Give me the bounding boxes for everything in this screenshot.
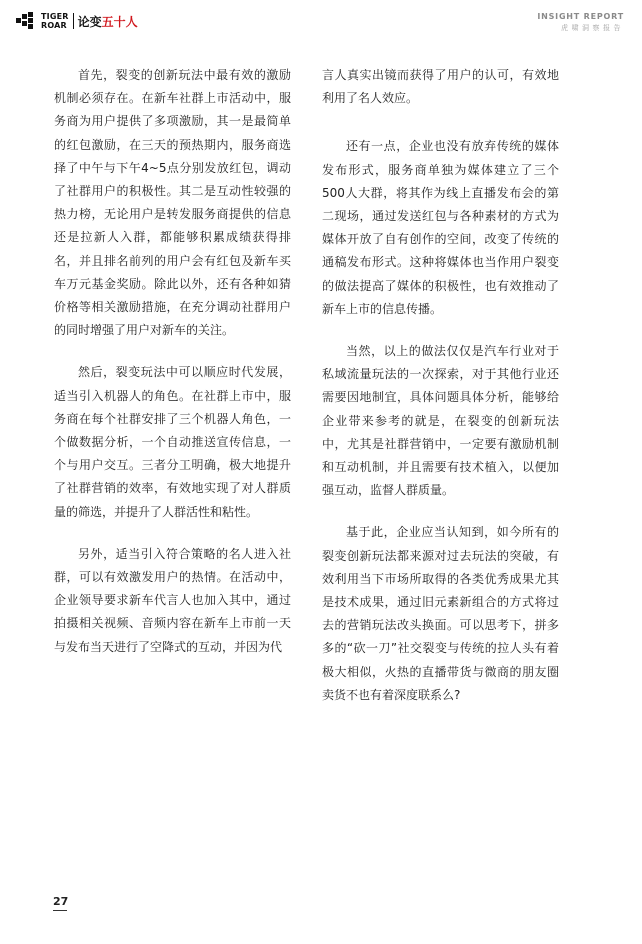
report-title-cn: 虎啸洞察报告	[561, 24, 624, 32]
logo-line1: TIGER	[41, 12, 69, 21]
paragraph: 首先，裂变的创新玩法中最有效的激励机制必须存在。在新车社群上市活动中，服务商为用户提供了多项激励，其一是最简单的红包激励，在三天的预热期内，服务商选择了中午与下午4~5点分别发放红包，调动了社群用户的积极性。其二是互动性较强的热力榜，无论用户是转发服务商提供的信息还是拉新人入群，都能够积累成绩获得排名，并且排名前列的用户会有红包及新车买车万元基金奖励。除此以外，还有各种如猜价格等相关激励措施，在充分调动社群用户的同时增强了用户对新车的关注。	[54, 68, 291, 338]
paragraph-continued: 言人真实出镜而获得了用户的认可，有效地利用了名人效应。	[322, 68, 559, 106]
left-column	[54, 64, 291, 659]
brand-part2: 五十人	[101, 14, 138, 29]
tiger-logo-icon	[16, 12, 38, 30]
logo-line2: ROAR	[41, 21, 67, 30]
logo-divider	[73, 13, 74, 29]
page-header	[0, 0, 642, 40]
paragraph: 还有一点，企业也没有放弃传统的媒体发布形式，服务商单独为媒体建立了三个500人大群，将其作为线上直播发布会的第二现场，通过发送红包与各种素材的方式为媒体开放了自有创作的空间，改变了传统的通稿发布形式。这种将媒体也当作用户裂变的做法提高了媒体的积极性，也有效推动了新车上市的信息传播。	[322, 139, 559, 316]
page-number-underline	[53, 910, 67, 911]
paragraph: 基于此，企业应当认知到，如今所有的裂变创新玩法都来源对过去玩法的突破，有效利用当下市场所取得的各类优秀成果尤其是技术成果，通过旧元素新组合的方式将过去的营销玩法改头换面。可以思考下，拼多多的“砍一刀”社交裂变与传统的拉人头有着极大相似，火热的直播带货与微商的朋友圈卖货不也有着深度联系么?	[322, 525, 559, 702]
logo-wordmark	[41, 12, 69, 30]
right-column	[322, 64, 559, 707]
tiger-roar-logo	[16, 10, 138, 32]
paragraph: 另外，适当引入符合策略的名人进入社群，可以有效激发用户的热情。在活动中，企业领导要求新车代言人也加入其中，通过拍摄相关视频、音频内容在新车上市前一天与发布当天进行了空降式的互动，并因为代	[54, 546, 291, 654]
brand-part1: 论变	[77, 14, 102, 29]
brand-name	[78, 13, 138, 30]
page-number: 27	[53, 895, 69, 908]
paragraph: 当然，以上的做法仅仅是汽车行业对于私域流量玩法的一次探索，对于其他行业还需要因地制宜，具体问题具体分析，能够给企业带来参考的就是，在裂变的创新玩法中，尤其是社群营销中，一定要有激励机制和互动机制，并且需要有技术植入，以便加强互动，监督人群质量。	[322, 344, 559, 498]
report-title	[537, 12, 624, 33]
report-title-en: INSIGHT REPORT	[537, 12, 624, 21]
paragraph: 然后，裂变玩法中可以顺应时代发展，适当引入机器人的角色。在社群上市中，服务商在每个社群安排了三个机器人角色，一个做数据分析，一个自动推送宣传信息，一个与用户交互。三者分工明确，极大地提升了社群营销的效率，有效地实现了对人群质量的筛选，并提升了人群活性和粘性。	[54, 365, 291, 519]
